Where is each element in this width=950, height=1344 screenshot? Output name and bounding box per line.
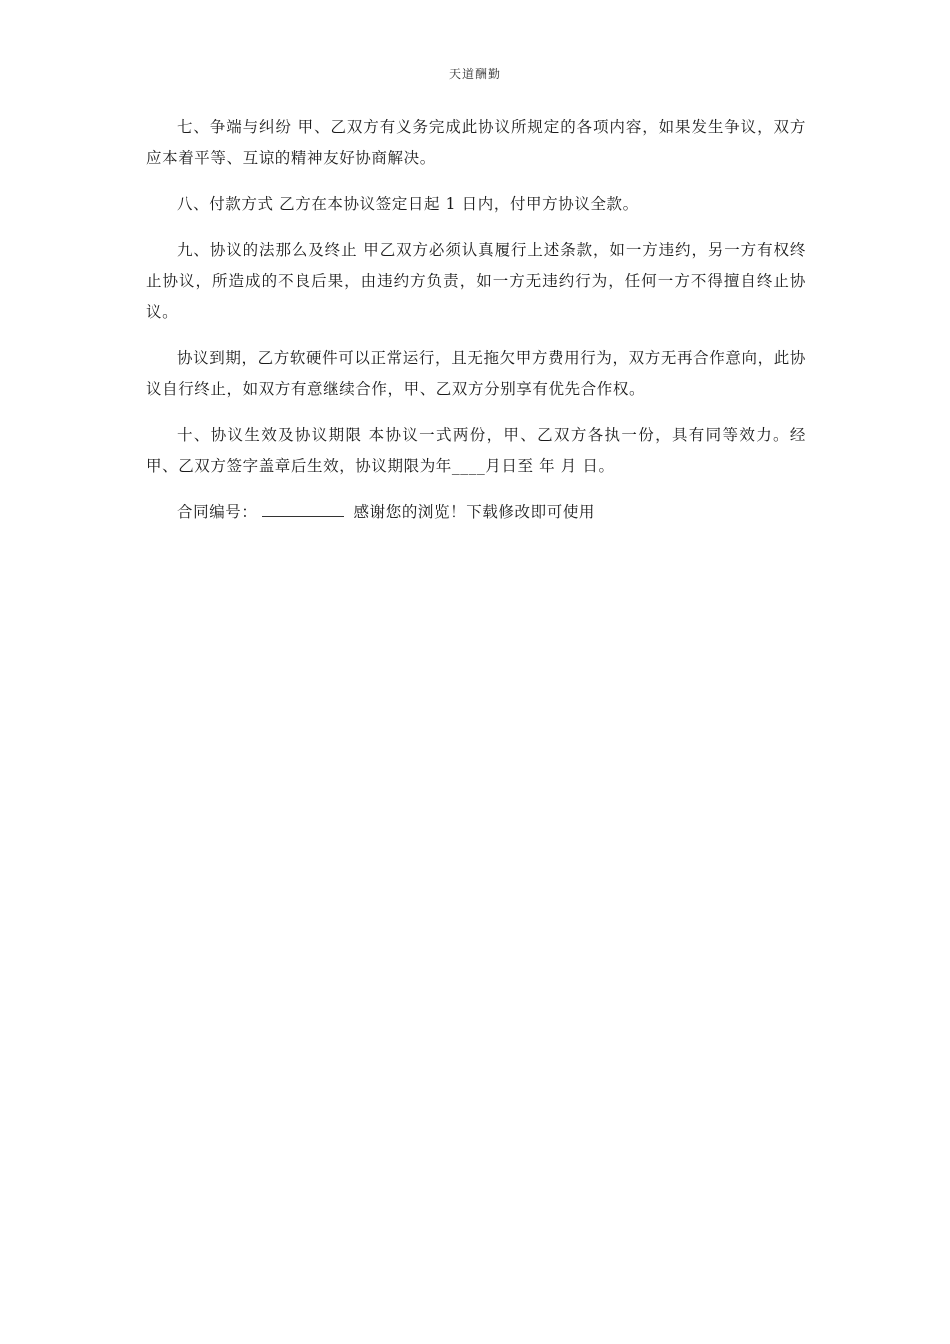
contract-number-line	[146, 497, 806, 528]
contract-number-blank	[262, 500, 344, 517]
thanks-note: 感谢您的浏览！下载修改即可使用	[353, 503, 596, 521]
clause-termination: 九、协议的法那么及终止 甲乙双方必须认真履行上述条款，如一方违约，另一方有权终止协议，所造成的不良后果，由违约方负责，如一方无违约行为，任何一方不得擅自终止协议。	[146, 241, 806, 321]
clause-effectiveness: 十、协议生效及协议期限 本协议一式两份，甲、乙双方各执一份，具有同等效力。经甲、乙双方签字盖章后生效，协议期限为年____月日至 年 月 日。	[146, 426, 806, 475]
contract-number-label: 合同编号：	[177, 503, 258, 521]
clause-expiry: 协议到期，乙方软硬件可以正常运行，且无拖欠甲方费用行为，双方无再合作意向，此协议自行终止，如双方有意继续合作，甲、乙双方分别享有优先合作权。	[146, 349, 806, 398]
document-body	[146, 112, 806, 528]
page-header: 天道酬勤	[448, 67, 501, 81]
clause-dispute: 七、争端与纠纷 甲、乙双方有义务完成此协议所规定的各项内容，如果发生争议，双方应本着平等、互谅的精神友好协商解决。	[146, 118, 806, 167]
clause-payment: 八、付款方式 乙方在本协议签定日起 1 日内，付甲方协议全款。	[177, 195, 639, 213]
